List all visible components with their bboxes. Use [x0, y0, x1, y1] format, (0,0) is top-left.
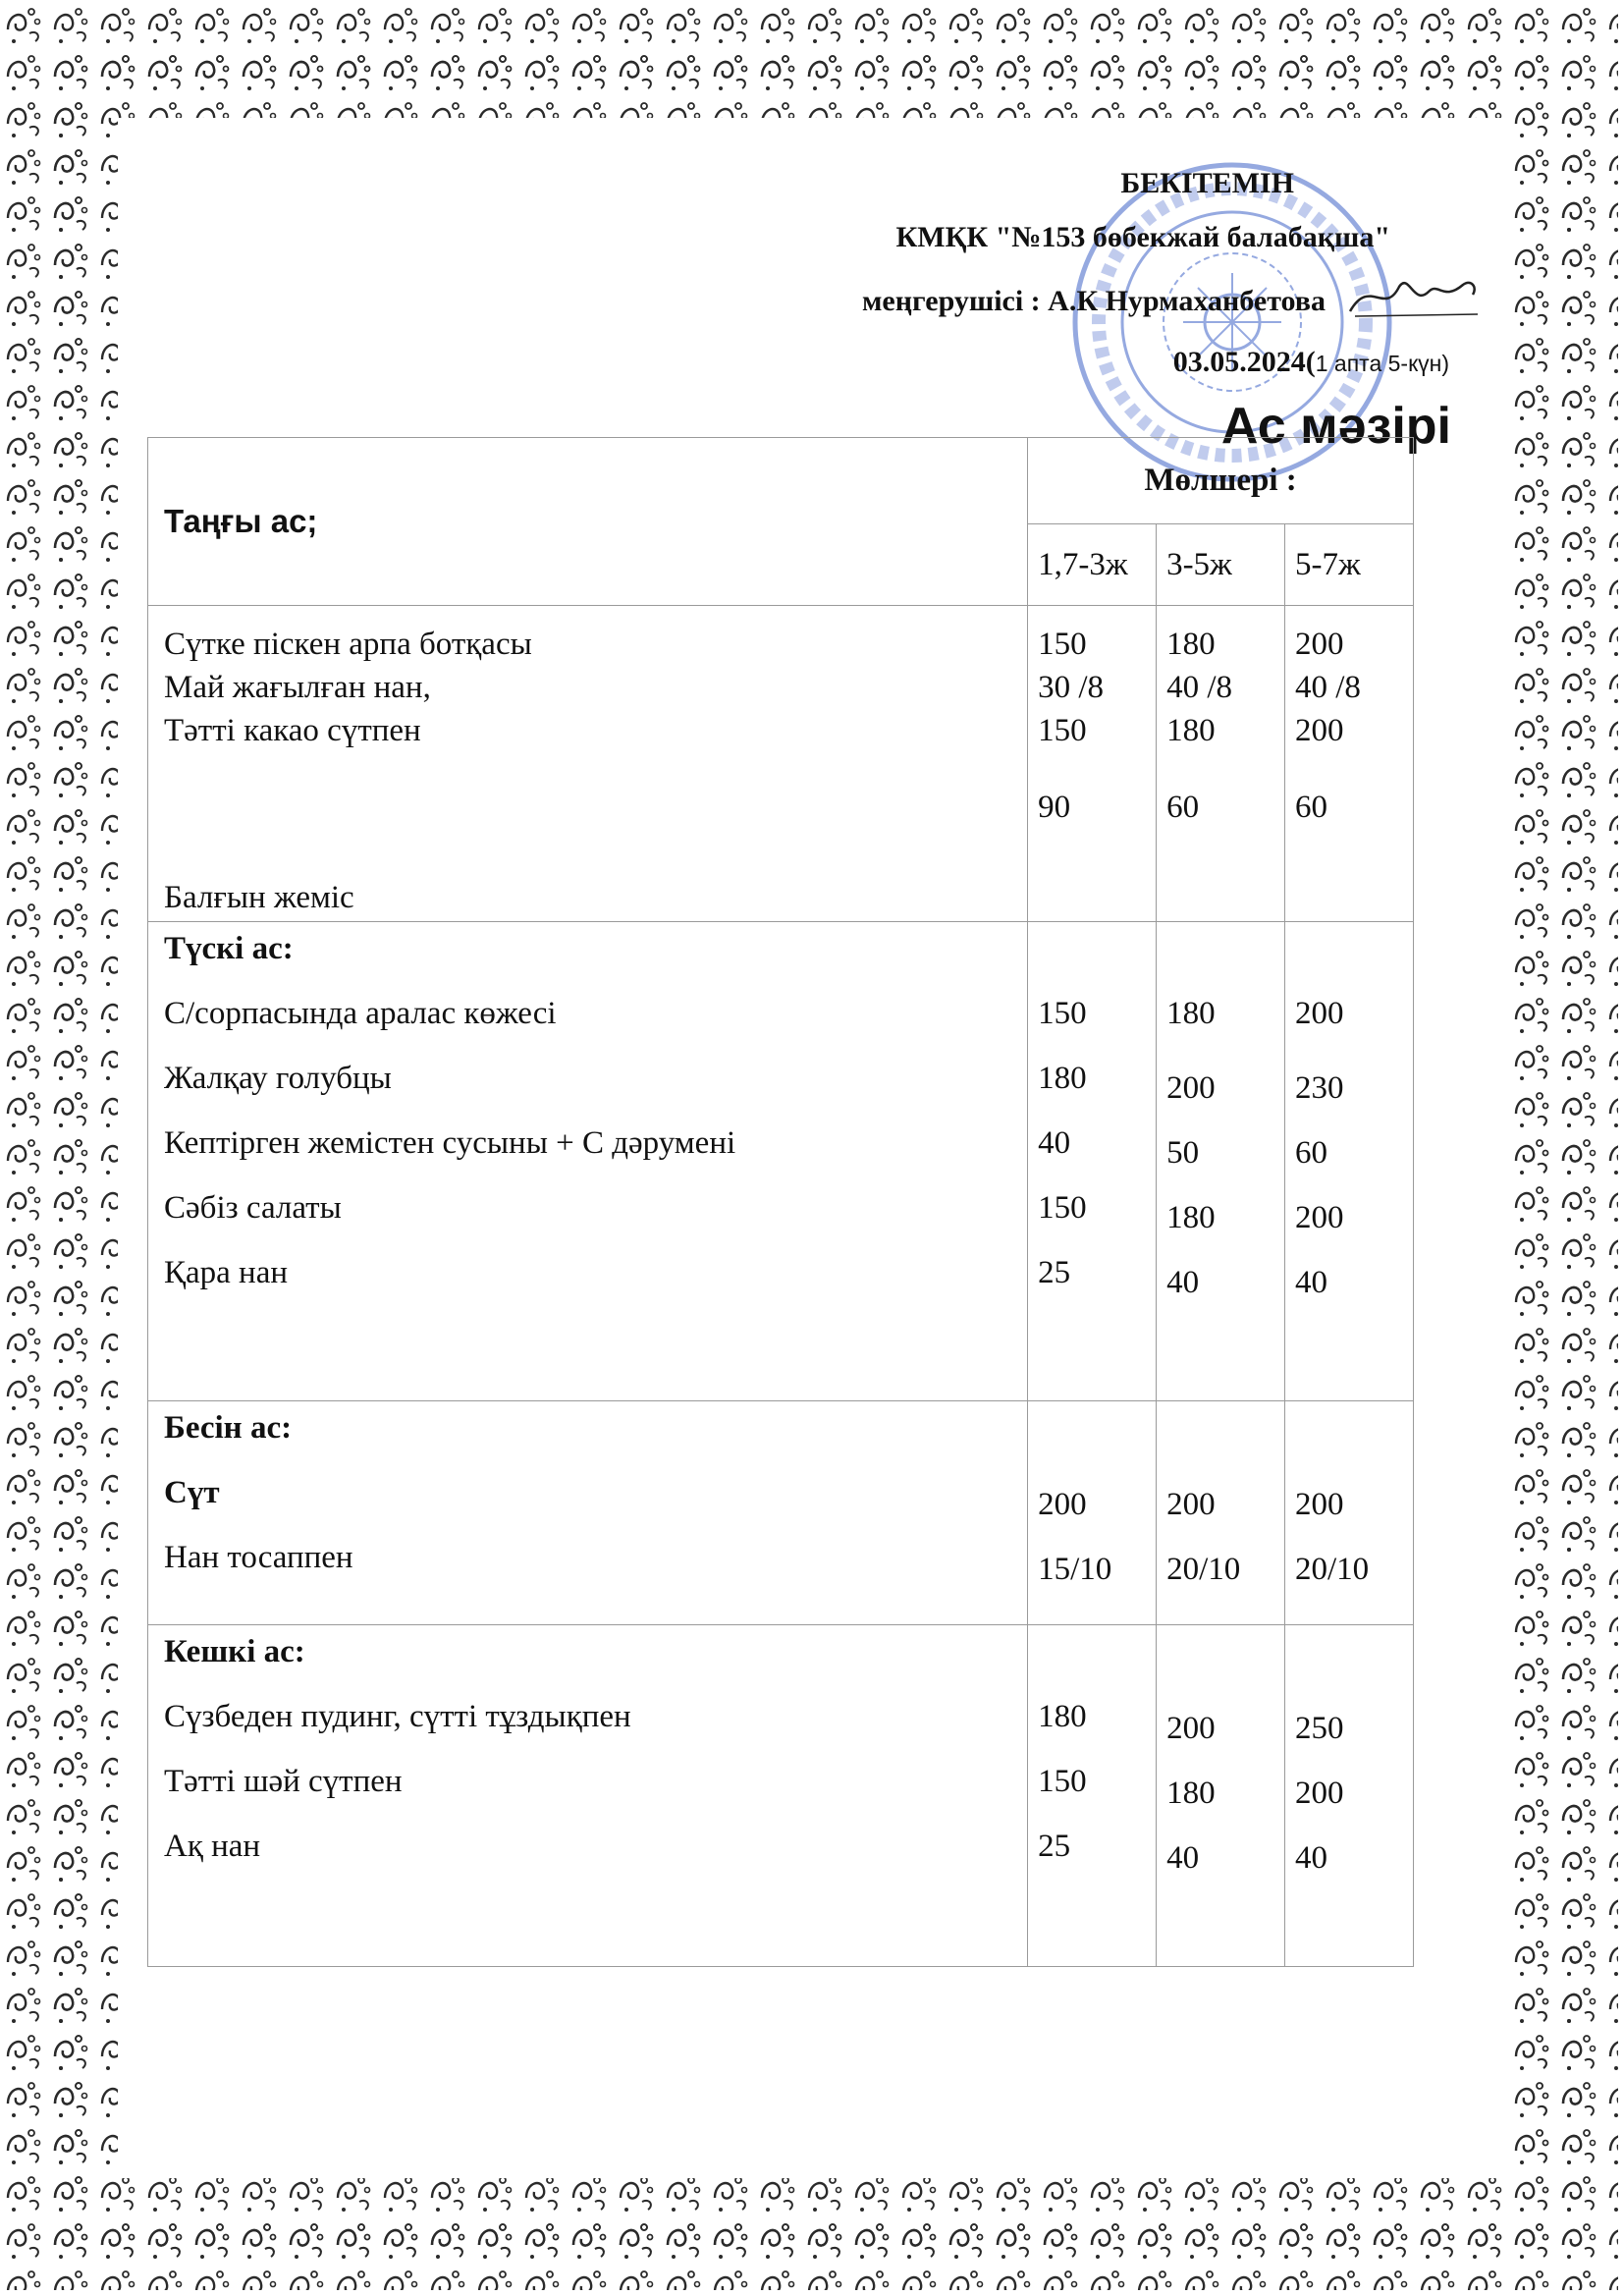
snack-row [148, 1401, 1414, 1625]
qty-value: 40 [1166, 1840, 1200, 1876]
qty-value: 250 [1295, 1711, 1344, 1746]
snack-qty-1 [1028, 1401, 1157, 1625]
breakfast-label: Таңғы ас; [148, 438, 1028, 606]
lunch-items [148, 922, 1028, 1401]
qty-value: 90 [1038, 790, 1071, 825]
qty-value: 20/10 [1295, 1552, 1370, 1587]
list-item: Сүтке піскен арпа ботқасы [164, 627, 532, 662]
snack-qty-2 [1157, 1401, 1285, 1625]
signature [1345, 267, 1483, 326]
qty-value: 40 /8 [1295, 670, 1361, 705]
date-value: 03.05.2024( [1172, 346, 1316, 378]
dinner-qty-3 [1285, 1625, 1414, 1967]
list-item: Сәбіз салаты [164, 1190, 342, 1226]
qty-value: 150 [1038, 996, 1087, 1031]
list-item: С/сорпасында аралас көжесі [164, 996, 557, 1031]
dinner-row [148, 1625, 1414, 1967]
age-group-3: 5-7ж [1285, 524, 1414, 606]
dinner-qty-2 [1157, 1625, 1285, 1967]
qty-value: 200 [1038, 1487, 1087, 1522]
qty-value: 40 [1295, 1840, 1328, 1876]
snack-qty-3 [1285, 1401, 1414, 1625]
qty-value: 25 [1038, 1829, 1071, 1864]
qty-value: 180 [1038, 1061, 1087, 1096]
lunch-qty-1 [1028, 922, 1157, 1401]
lunch-qty-3 [1285, 922, 1414, 1401]
qty-value: 200 [1295, 1200, 1344, 1235]
list-item: Тәтті шәй сүтпен [164, 1764, 403, 1799]
qty-value: 25 [1038, 1255, 1071, 1290]
qty-value: 200 [1295, 1487, 1344, 1522]
dinner-qty-1 [1028, 1625, 1157, 1967]
age-group-1: 1,7-3ж [1028, 524, 1157, 606]
list-item: Балғын жеміс [164, 880, 354, 915]
lunch-row [148, 922, 1414, 1401]
menu-date [1173, 346, 1449, 379]
breakfast-qty-1 [1028, 606, 1157, 922]
qty-value: 180 [1166, 996, 1216, 1031]
qty-value: 20/10 [1166, 1552, 1241, 1587]
qty-value: 180 [1166, 713, 1216, 748]
qty-value: 180 [1166, 1776, 1216, 1811]
qty-value: 200 [1295, 1776, 1344, 1811]
list-item: Сүт [164, 1475, 220, 1510]
qty-value: 40 [1295, 1265, 1328, 1300]
qty-value: 60 [1295, 1135, 1328, 1171]
qty-value: 150 [1038, 713, 1087, 748]
approval-heading: БЕКІТЕМІН [1120, 167, 1294, 199]
table-header-row [148, 438, 1414, 524]
page-title: Ас мәзірі [1220, 398, 1451, 455]
qty-value: 150 [1038, 1764, 1087, 1799]
qty-value: 200 [1295, 713, 1344, 748]
lunch-qty-2 [1157, 922, 1285, 1401]
dinner-label: Кешкі ас: [164, 1634, 305, 1669]
breakfast-qty-2 [1157, 606, 1285, 922]
snack-label: Бесін ас: [164, 1410, 293, 1446]
breakfast-qty-3 [1285, 606, 1414, 922]
qty-value: 200 [1166, 1070, 1216, 1106]
list-item: Қара нан [164, 1255, 289, 1290]
breakfast-row [148, 606, 1414, 922]
qty-value: 30 /8 [1038, 670, 1105, 705]
list-item: Май жағылған нан, [164, 670, 431, 705]
snack-items [148, 1401, 1028, 1625]
qty-value: 50 [1166, 1135, 1200, 1171]
qty-value: 150 [1038, 1190, 1087, 1226]
date-note: 1 апта 5-күн) [1315, 351, 1449, 376]
dinner-items [148, 1625, 1028, 1967]
list-item: Тәтті какао сүтпен [164, 713, 421, 748]
list-item: Сүзбеден пудинг, сүтті тұздықпен [164, 1699, 631, 1734]
qty-value: 200 [1295, 627, 1344, 662]
qty-value: 60 [1166, 790, 1200, 825]
qty-value: 180 [1038, 1699, 1087, 1734]
qty-value: 40 /8 [1166, 670, 1232, 705]
list-item: Жалқау голубцы [164, 1061, 392, 1096]
head-name: меңгерушісі : А.К Нурмаханбетова [862, 285, 1326, 317]
qty-value: 200 [1166, 1711, 1216, 1746]
qty-value: 40 [1166, 1265, 1200, 1300]
qty-value: 150 [1038, 627, 1087, 662]
qty-value: 60 [1295, 790, 1328, 825]
qty-value: 180 [1166, 1200, 1216, 1235]
list-item: Кептірген жемістен сусыны + С дәрумені [164, 1125, 736, 1161]
qty-value: 200 [1295, 996, 1344, 1031]
menu-table [147, 437, 1414, 1967]
list-item: Ақ нан [164, 1829, 261, 1864]
organization-name: КМҚК "№153 бөбекжай балабақша" [895, 221, 1390, 253]
qty-value: 200 [1166, 1487, 1216, 1522]
list-item: Нан тосаппен [164, 1540, 353, 1575]
lunch-label: Түскі ас: [164, 931, 294, 966]
breakfast-items [148, 606, 1028, 922]
qty-value: 230 [1295, 1070, 1344, 1106]
age-group-2: 3-5ж [1157, 524, 1285, 606]
qty-value: 40 [1038, 1125, 1071, 1161]
qty-value: 15/10 [1038, 1552, 1112, 1587]
quantity-header: Мөлшері : [1028, 438, 1414, 524]
qty-value: 180 [1166, 627, 1216, 662]
